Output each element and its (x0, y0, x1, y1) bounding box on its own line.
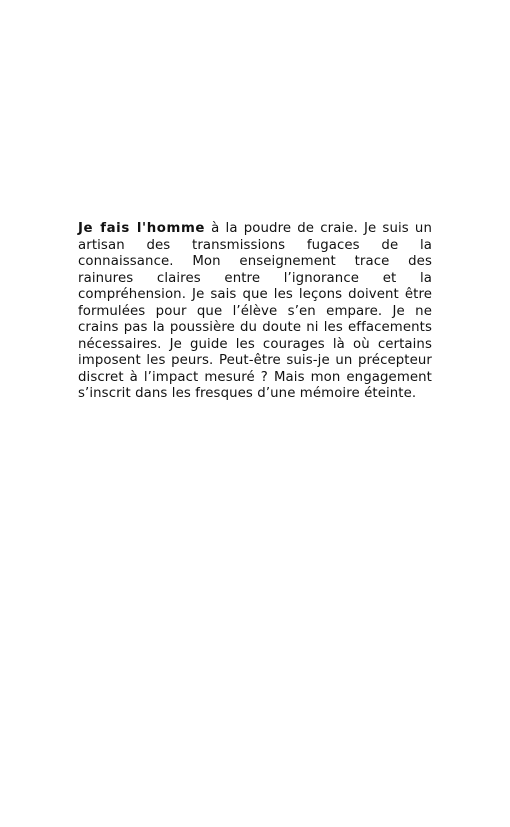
paragraph (78, 221, 432, 403)
lead-phrase: Je fais l'homme (78, 221, 206, 236)
body-text: à la poudre de craie. Je suis un artisan des transmissions fugaces de la connaissance. Mon enseignement trace des rainures claires entre l’ignorance et la compréhension. Je sais que les leçons doivent être formulées pour que l’élève s’en empare. Je ne crains pas la poussière du doute ni les effacements nécessaires. Je guide les courages là où certains imposent les peurs. Peut-être suis-je un précepteur discret à l’impact mesuré ? Mais mon engagement s’inscrit dans les fresques d’une mémoire éteinte. (78, 221, 432, 401)
